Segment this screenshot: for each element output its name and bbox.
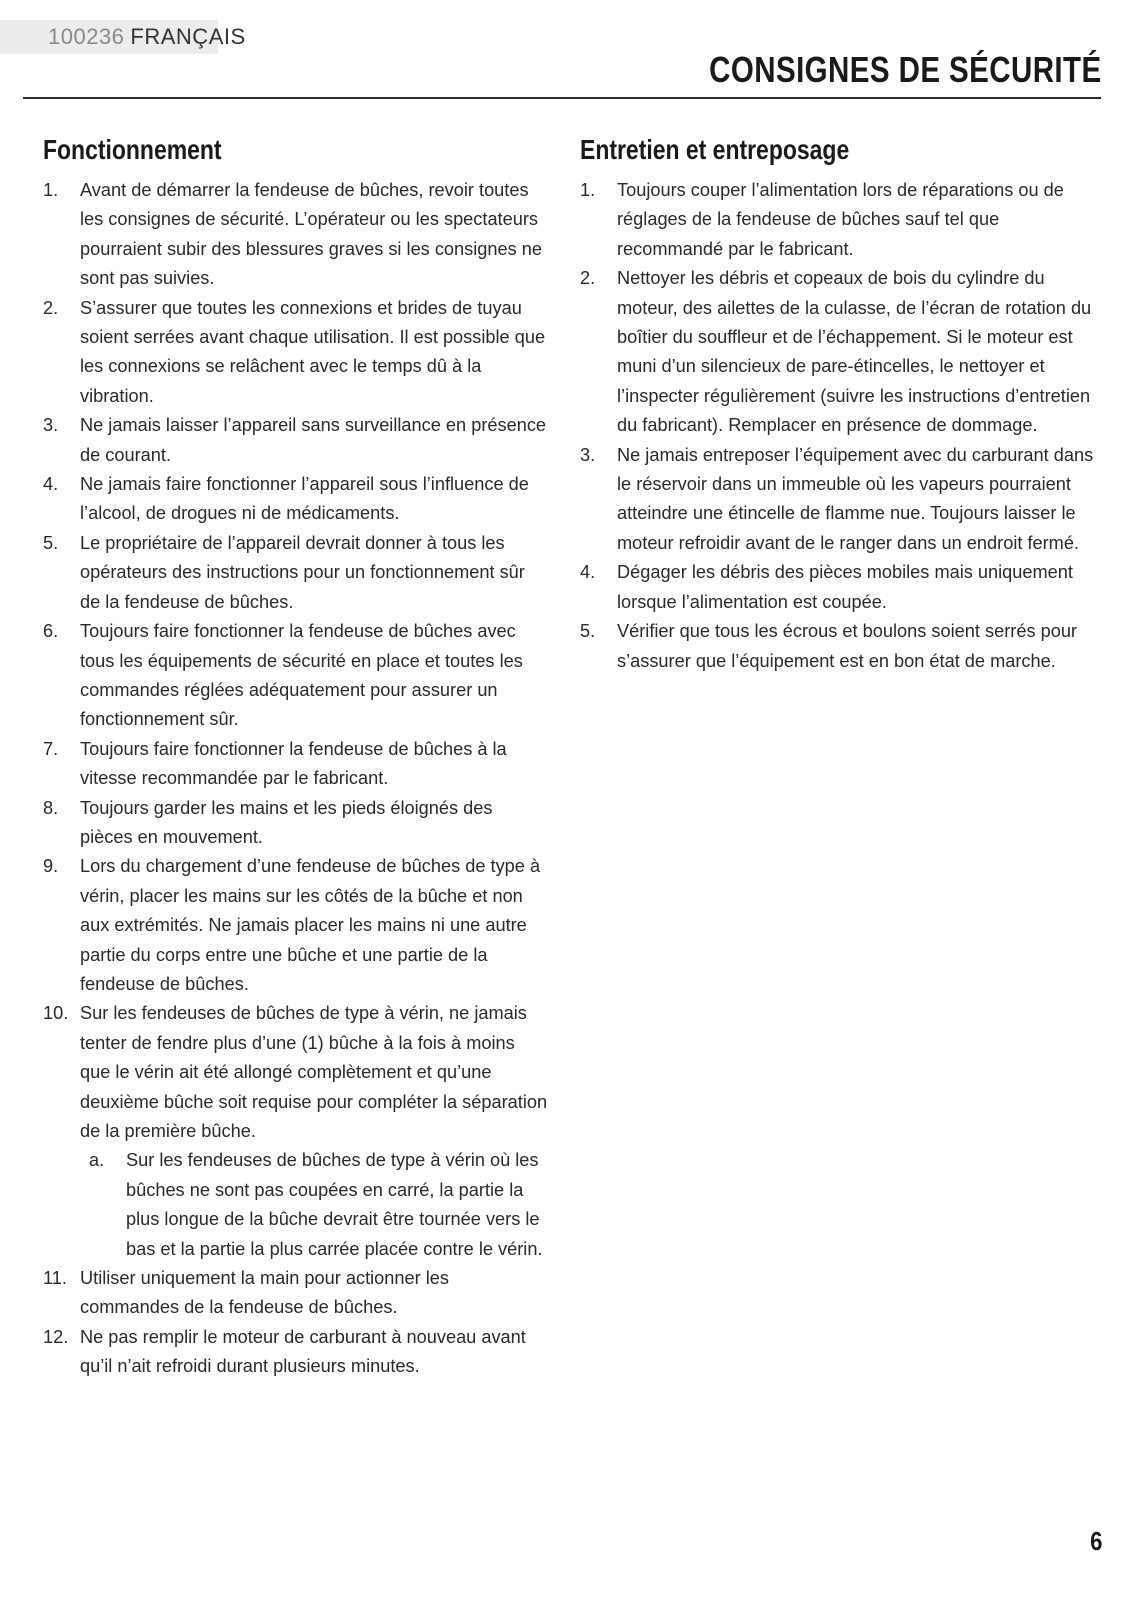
document-language-tag [0,20,246,54]
right-column [580,130,1095,676]
list-item-number: 2. [580,268,596,289]
list-item-text: Toujours faire fonctionner la fendeuse de bûches à la vitesse recommandée par le fabricant. [80,738,507,789]
list-item [43,852,548,999]
list-item-number: 3. [43,415,59,436]
list-item [43,294,548,412]
list-item-text: Ne jamais faire fonctionner l’appareil sous l’influence de l’alcool, de drogues ni de médicaments. [80,474,529,524]
list-item-text: Toujours garder les mains et les pieds éloignés des pièces en mouvement. [80,797,493,847]
list-item-number: 7. [43,738,59,759]
list-item-text: Nettoyer les débris et copeaux de bois du cylindre du moteur, des ailettes de la culasse, de l’écran de rotation du boîtier du souffleur et de l’échappement. Si le moteur est muni d’un silencieux de pare-étincelles, le nettoyer et l’inspecter régulièrement (suivre les instructions d’entretien du fabricant). Remplacer en présence de dommage. [617,268,1092,436]
sub-list-item-letter: a. [89,1150,105,1171]
list-item [580,558,1095,617]
list-item-number: 3. [580,444,596,465]
list-item [43,470,548,529]
list-item-number: 6. [43,621,59,642]
list-item-number: 5. [580,621,596,642]
list-item [580,441,1095,559]
list-item [580,264,1095,440]
list-item [43,999,548,1146]
list-item [43,411,548,470]
header-divider [23,97,1101,99]
list-item-text: Ne jamais entreposer l’équipement avec du carburant dans le réservoir dans un immeuble où les vapeurs pourraient atteindre une étincelle de flamme nue. Toujours laisser le moteur refroidir avant de le ranger dans un endroit fermé. [617,444,1094,553]
list-item [43,735,548,794]
list-item-number: 1. [580,180,596,200]
document-language: FRANÇAIS [130,24,246,49]
list-item-number: 4. [43,474,59,495]
list-item-text: Ne jamais laisser l’appareil sans surveillance en présence de courant. [80,415,547,465]
list-item-text: Vérifier que tous les écrous et boulons soient serrés pour s’assurer que l’équipement est en bon état de marche. [617,621,1077,671]
list-item-text: S’assurer que toutes les connexions et brides de tuyau soient serrées avant chaque utilisation. Il est possible que les connexions se relâchent avec le temps dû à la vibration. [80,297,546,406]
list-item-text: Toujours couper l’alimentation lors de réparations ou de réglages de la fendeuse de bûches sauf tel que recommandé par le fabricant. [617,180,1064,259]
page-number: 6 [1089,1526,1102,1556]
page-title: CONSIGNES DE SÉCURITÉ [709,49,1102,90]
sub-list-item [43,1146,548,1264]
list-item-text: Utiliser uniquement la main pour actionner les commandes de la fendeuse de bûches. [80,1268,449,1318]
list-item [43,176,548,294]
list-item-number: 12. [43,1326,69,1347]
list-item-text: Avant de démarrer la fendeuse de bûches, revoir toutes les consignes de sécurité. L’opérateur ou les spectateurs pourraient subir des blessures graves si les consignes ne sont pas suivies. [80,180,543,289]
sub-list-item-text: Sur les fendeuses de bûches de type à vérin où les bûches ne sont pas coupées en carré, la partie la plus longue de la bûche devrait être tournée vers le bas et la partie la plus carrée placée contre le vérin. [126,1150,543,1259]
list-item-number: 5. [43,532,59,553]
list-item-number: 4. [580,562,596,583]
list-item-text: Ne pas remplir le moteur de carburant à nouveau avant qu’il n’ait refroidi durant plusieurs minutes. [80,1326,526,1377]
list-item-number: 1. [43,180,59,200]
list-item [580,176,1095,264]
list-item-number: 10. [43,1003,69,1024]
left-column [43,130,548,1382]
list-item [43,794,548,853]
list-item-number: 9. [43,856,59,877]
list-item-text: Le propriétaire de l’appareil devrait donner à tous les opérateurs des instructions pour un fonctionnement sûr de la fendeuse de bûches. [80,532,525,612]
list-item-text: Dégager les débris des pièces mobiles mais uniquement lorsque l’alimentation est coupée. [617,562,1073,612]
document-number: 100236 [48,24,125,49]
list-item-text: Lors du chargement d’une fendeuse de bûches de type à vérin, placer les mains sur les côtés de la bûche et non aux extrémités. Ne jamais placer les mains ni une autre partie du corps entre une bûche et une partie de la fendeuse de bûches. [80,856,541,994]
section-heading-maintenance: Entretien et entreposage [580,134,850,165]
list-item-number: 11. [43,1268,67,1289]
list-item [43,529,548,617]
list-item [43,1264,548,1323]
list-item [43,1323,548,1382]
maintenance-list [580,176,1095,676]
operation-list [43,176,548,1382]
list-item [43,617,548,735]
section-heading-operation: Fonctionnement [43,134,222,165]
list-item-text: Sur les fendeuses de bûches de type à vérin, ne jamais tenter de fendre plus d’une (1) bûche à la fois à moins que le vérin ait été allongé complètement et qu’une deuxième bûche soit requise pour compléter la séparation de la première bûche. [80,1003,548,1141]
list-item-number: 8. [43,797,59,818]
list-item-text: Toujours faire fonctionner la fendeuse de bûches avec tous les équipements de sécurité en place et toutes les commandes réglées adéquatement pour assurer un fonctionnement sûr. [80,621,523,730]
list-item-number: 2. [43,297,59,318]
list-item [580,617,1095,676]
